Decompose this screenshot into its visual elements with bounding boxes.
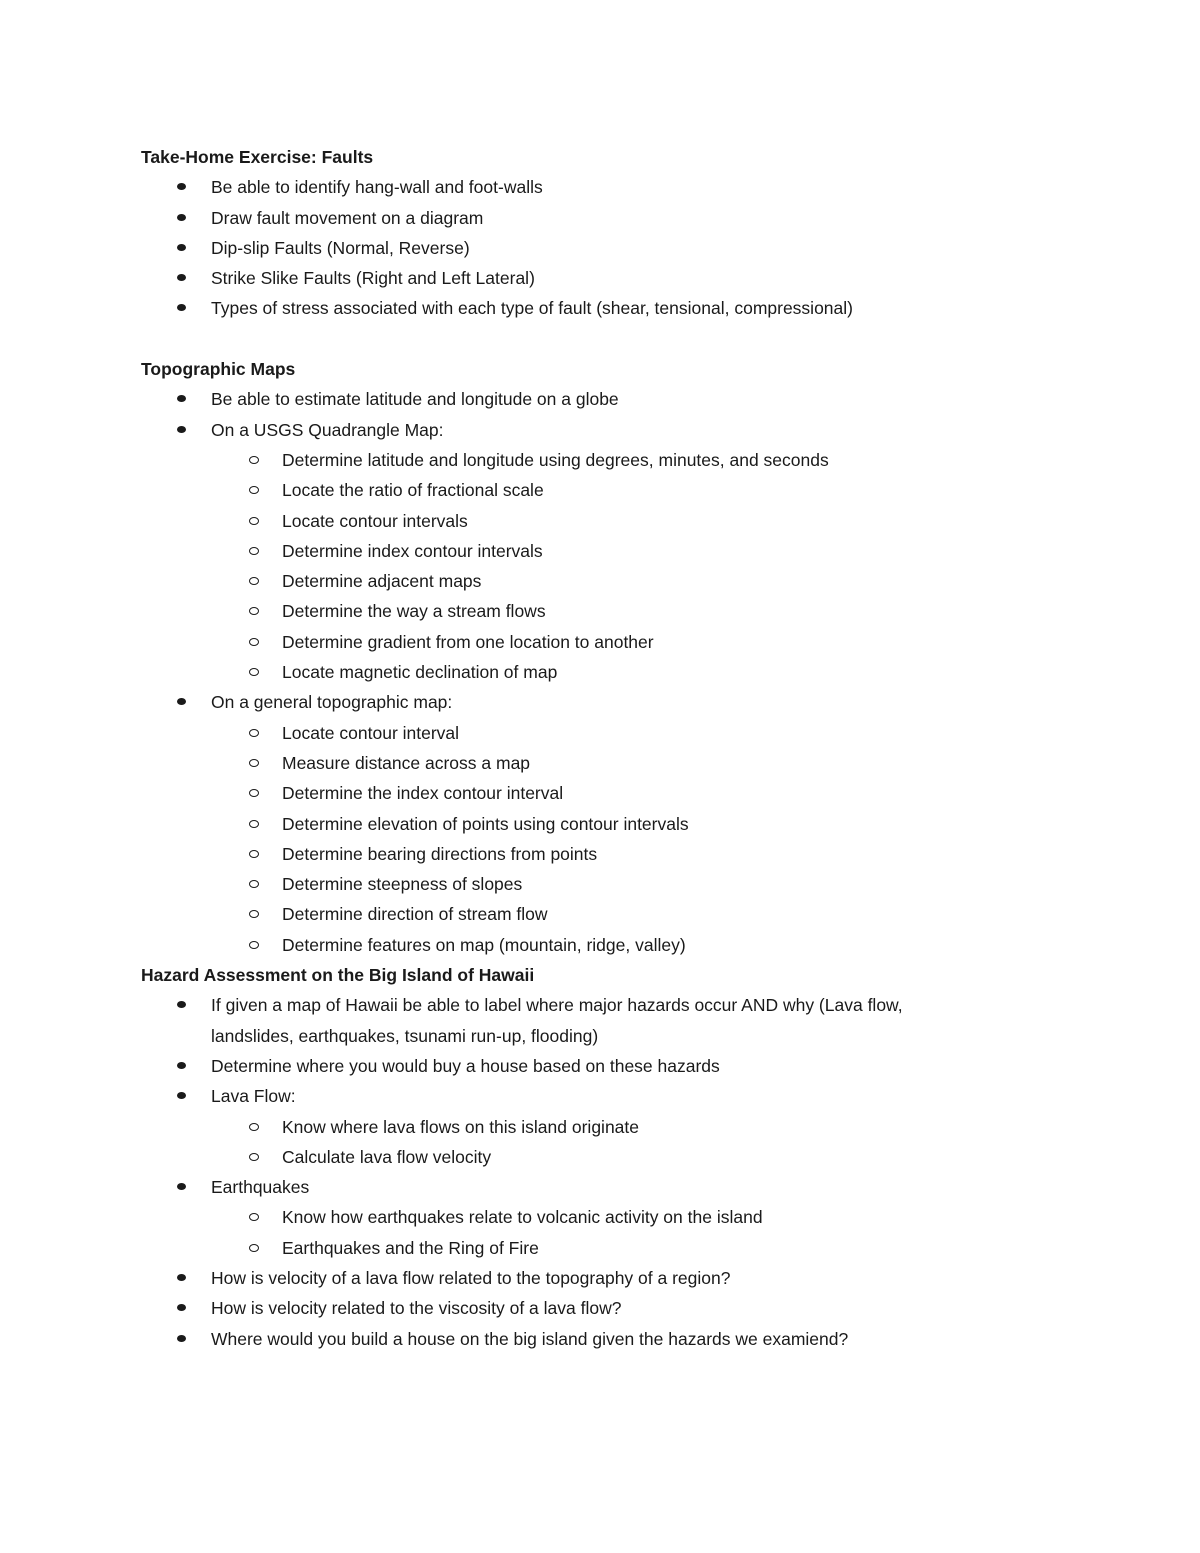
sub-list-item [141,536,1041,566]
sub-list-item [141,566,1041,596]
bullet-circle-icon [249,1213,259,1221]
bullet-dot-icon [177,214,186,221]
list-item [141,1324,1041,1354]
list-item-text: On a general topographic map: [211,692,453,713]
section-heading-topographic-maps: Topographic Maps [141,359,296,380]
list-item [141,233,1041,263]
sub-list-item [141,596,1041,626]
sub-list-item-text: Determine direction of stream flow [282,904,548,925]
bullet-circle-icon [249,638,259,646]
sub-list-item-text: Determine adjacent maps [282,571,482,592]
list-item-text: Be able to estimate latitude and longitude on a globe [211,389,619,410]
bullet-dot-icon [177,395,186,402]
sub-list-item-text: Determine elevation of points using contour intervals [282,813,689,834]
bullet-dot-icon [177,1092,186,1099]
sub-list-item-text: Know where lava flows on this island originate [282,1116,639,1137]
bullet-dot-icon [177,1274,186,1281]
list-item [141,293,1041,323]
list-item-text: If given a map of Hawaii be able to label where major hazards occur AND why (Lava flow, [211,995,903,1016]
sub-list-item-text: Determine features on map (mountain, ridge, valley) [282,934,686,955]
sub-list-item-text: Earthquakes and the Ring of Fire [282,1237,539,1258]
bullet-circle-icon [249,607,259,615]
bullet-dot-icon [177,426,186,433]
bullet-circle-icon [249,820,259,828]
list-item [141,1293,1041,1323]
list-item-text: Dip-slip Faults (Normal, Reverse) [211,237,470,258]
sub-list-item [141,718,1041,748]
bullet-dot-icon [177,1001,186,1008]
sub-list-item [141,1233,1041,1263]
list-item-text: Types of stress associated with each type of fault (shear, tensional, compressional) [211,298,853,319]
sub-list-item [141,748,1041,778]
list-item-text: Draw fault movement on a diagram [211,207,484,228]
list-item-text: Be able to identify hang-wall and foot-walls [211,177,543,198]
list-item [141,263,1041,293]
bullet-dot-icon [177,274,186,281]
list-item-text: Earthquakes [211,1177,310,1198]
sub-list-item [141,475,1041,505]
list-item-text: How is velocity related to the viscosity of a lava flow? [211,1298,622,1319]
sub-list-item-text: Determine gradient from one location to another [282,631,654,652]
list-item [141,384,1041,414]
sub-list-item-text: Measure distance across a map [282,752,531,773]
bullet-circle-icon [249,789,259,797]
sub-list-item-text: Locate contour interval [282,722,460,743]
sub-list-item [141,1112,1041,1142]
bullet-circle-icon [249,517,259,525]
sub-list-item [141,1142,1041,1172]
bullet-circle-icon [249,1123,259,1131]
sub-list-item [141,445,1041,475]
section-heading-faults: Take-Home Exercise: Faults [141,147,374,167]
list-item [141,172,1041,202]
sub-list-item [141,506,1041,536]
blank-line [141,324,1041,354]
sub-list-item-text: Locate contour intervals [282,510,468,531]
bullet-circle-icon [249,850,259,858]
sub-list-item-text: Know how earthquakes relate to volcanic activity on the island [282,1207,763,1228]
list-item [141,990,1041,1020]
bullet-dot-icon [177,1335,186,1342]
list-item-text: On a USGS Quadrangle Map: [211,419,444,440]
list-item [141,1172,1041,1202]
list-item [141,203,1041,233]
section-heading-hazard-assessment: Hazard Assessment on the Big Island of Hawaii [141,965,535,986]
sub-list-item [141,657,1041,687]
list-item [141,1051,1041,1081]
bullet-circle-icon [249,1244,259,1252]
bullet-circle-icon [249,759,259,767]
list-item [141,1263,1041,1293]
list-item-text: Strike Slike Faults (Right and Left Lateral) [211,268,535,289]
sub-list-item-text: Determine bearing directions from points [282,843,598,864]
bullet-dot-icon [177,698,186,705]
bullet-circle-icon [249,456,259,464]
sub-list-item [141,809,1041,839]
sub-list-item-text: Calculate lava flow velocity [282,1146,492,1167]
sub-list-item [141,839,1041,869]
sub-list-item-text: Determine steepness of slopes [282,874,523,895]
sub-list-item [141,930,1041,960]
sub-list-item-text: Determine index contour intervals [282,540,543,561]
sub-list-item-text: Determine latitude and longitude using degrees, minutes, and seconds [282,449,829,470]
sub-list-item-text: Determine the index contour interval [282,783,564,804]
bullet-dot-icon [177,183,186,190]
list-item-text: Lava Flow: [211,1086,296,1107]
bullet-circle-icon [249,668,259,676]
sub-list-item-text: Locate the ratio of fractional scale [282,480,544,501]
list-item-text: Where would you build a house on the big island given the hazards we examiend? [211,1328,849,1349]
bullet-circle-icon [249,547,259,555]
bullet-circle-icon [249,486,259,494]
bullet-dot-icon [177,1062,186,1069]
bullet-circle-icon [249,729,259,737]
list-item [141,687,1041,717]
sub-list-item [141,627,1041,657]
sub-list-item-text: Determine the way a stream flows [282,601,546,622]
sub-list-item [141,1202,1041,1232]
list-item-text: How is velocity of a lava flow related to the topography of a region? [211,1267,731,1288]
bullet-dot-icon [177,304,186,311]
bullet-circle-icon [249,941,259,949]
bullet-dot-icon [177,244,186,251]
list-item [141,415,1041,445]
list-item-text: landslides, earthquakes, tsunami run-up, flooding) [211,1025,599,1046]
bullet-circle-icon [249,910,259,918]
list-item-continuation [141,1021,1041,1051]
document-content [141,142,1041,1354]
sub-list-item [141,899,1041,929]
sub-list-item [141,778,1041,808]
bullet-circle-icon [249,577,259,585]
sub-list-item-text: Locate magnetic declination of map [282,662,558,683]
bullet-circle-icon [249,1153,259,1161]
list-item [141,1081,1041,1111]
sub-list-item [141,869,1041,899]
bullet-circle-icon [249,880,259,888]
list-item-text: Determine where you would buy a house based on these hazards [211,1055,720,1076]
bullet-dot-icon [177,1183,186,1190]
bullet-dot-icon [177,1304,186,1311]
